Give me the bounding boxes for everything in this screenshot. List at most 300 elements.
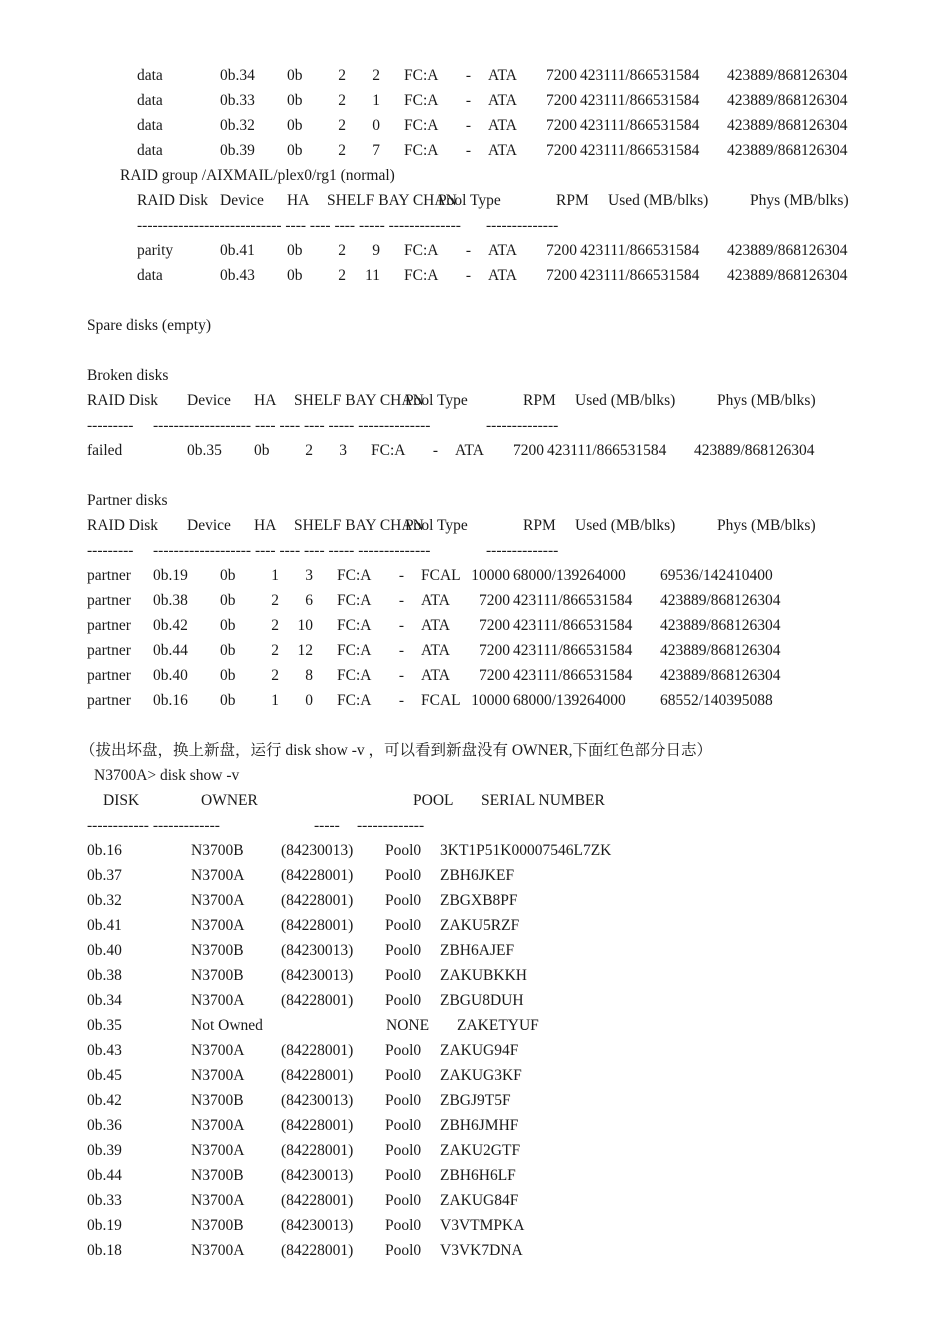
cell-owner: N3700A bbox=[191, 1067, 245, 1084]
cell-phys: 69536/142410400 bbox=[660, 567, 773, 584]
cell-bay: 3 bbox=[339, 442, 347, 459]
cell-owner: N3700B bbox=[191, 942, 244, 959]
cell-rpm: 7200 bbox=[546, 142, 577, 159]
cell-phys: 423889/868126304 bbox=[660, 617, 781, 634]
separator: -------------- bbox=[486, 217, 559, 234]
cell-disk: data bbox=[137, 67, 163, 84]
cell-bay: 0 bbox=[372, 117, 380, 134]
cell-pool: - bbox=[398, 617, 404, 634]
cell-serial: ZAKETYUF bbox=[457, 1017, 539, 1034]
separator: ----- bbox=[314, 817, 340, 834]
cell-used: 423111/866531584 bbox=[513, 592, 633, 609]
col-shelf-bay-chan: SHELF BAY CHAN bbox=[327, 192, 457, 209]
cell-disk: data bbox=[137, 267, 163, 284]
cell-owner-id: (84230013) bbox=[281, 1092, 354, 1109]
separator: ------------ ------------- bbox=[87, 817, 220, 834]
cell-ha: 0b bbox=[220, 667, 236, 684]
cell-device: 0b.43 bbox=[220, 267, 255, 284]
cell-device: 0b.16 bbox=[153, 692, 188, 709]
cell-owner-id: (84230013) bbox=[281, 942, 354, 959]
note-text: （拔出坏盘，换上新盘，运行 disk show -v ，可以看到新盘没有 OWNER,下面红色部分日志） bbox=[80, 742, 713, 759]
cell-serial: ZBGU8DUH bbox=[440, 992, 524, 1009]
cell-serial: ZBH6JKEF bbox=[440, 867, 515, 884]
cell-owner-id: (84228001) bbox=[281, 1117, 354, 1134]
cell-shelf: 2 bbox=[338, 67, 346, 84]
cell-owner: Not Owned bbox=[191, 1017, 263, 1034]
cell-owner-id: (84230013) bbox=[281, 842, 354, 859]
cell-phys: 423889/868126304 bbox=[660, 667, 781, 684]
cell-ha: 0b bbox=[220, 567, 236, 584]
disk-show-row bbox=[0, 1138, 950, 1163]
col-rpm: RPM bbox=[523, 392, 556, 409]
raid-row bbox=[0, 138, 950, 163]
col-disk: DISK bbox=[103, 792, 140, 809]
cell-rpm: 7200 bbox=[546, 67, 577, 84]
cell-pool: NONE bbox=[386, 1017, 430, 1034]
cell-disk: 0b.19 bbox=[87, 1217, 122, 1234]
disk-show-row bbox=[0, 1013, 950, 1038]
col-used: Used (MB/blks) bbox=[575, 392, 676, 409]
broken-disks-title bbox=[0, 363, 950, 388]
cell-owner-id: (84228001) bbox=[281, 992, 354, 1009]
cell-shelf: 2 bbox=[271, 617, 279, 634]
col-raid-disk: RAID Disk bbox=[87, 392, 159, 409]
separator: -------------- bbox=[486, 542, 559, 559]
cell-disk: partner bbox=[87, 642, 131, 659]
cell-disk: 0b.18 bbox=[87, 1242, 122, 1259]
cell-chan: FC:A bbox=[404, 267, 439, 284]
cell-ha: 0b bbox=[220, 617, 236, 634]
cell-used: 423111/866531584 bbox=[580, 267, 700, 284]
disk-show-row bbox=[0, 1113, 950, 1138]
cell-used: 423111/866531584 bbox=[580, 142, 700, 159]
cell-shelf: 2 bbox=[338, 267, 346, 284]
disk-show-row bbox=[0, 1188, 950, 1213]
cell-used: 423111/866531584 bbox=[547, 442, 667, 459]
cell-owner: N3700A bbox=[191, 1042, 245, 1059]
cell-bay: 11 bbox=[365, 267, 380, 284]
cell-disk: 0b.39 bbox=[87, 1142, 122, 1159]
raid-group-title bbox=[0, 163, 950, 188]
cell-type: FCAL bbox=[421, 692, 461, 709]
col-ha: HA bbox=[287, 192, 310, 209]
disk-show-row bbox=[0, 988, 950, 1013]
cell-owner: N3700B bbox=[191, 1167, 244, 1184]
cell-bay: 2 bbox=[372, 67, 380, 84]
cell-device: 0b.41 bbox=[220, 242, 255, 259]
cell-ha: 0b bbox=[220, 592, 236, 609]
disk-show-row bbox=[0, 963, 950, 988]
cell-owner: N3700A bbox=[191, 1192, 245, 1209]
cell-phys: 423889/868126304 bbox=[727, 142, 848, 159]
raid-row bbox=[0, 88, 950, 113]
cell-pool: - bbox=[398, 567, 404, 584]
col-shelf-bay-chan: SHELF BAY CHAN bbox=[294, 392, 424, 409]
cell-ha: 0b bbox=[287, 267, 303, 284]
cell-device: 0b.40 bbox=[153, 667, 188, 684]
col-phys: Phys (MB/blks) bbox=[750, 192, 849, 209]
cell-owner-id: (84228001) bbox=[281, 892, 354, 909]
cell-bay: 3 bbox=[305, 567, 313, 584]
cell-pool: Pool0 bbox=[385, 892, 422, 909]
cell-owner-id: (84228001) bbox=[281, 917, 354, 934]
cell-ha: 0b bbox=[220, 692, 236, 709]
cell-bay: 12 bbox=[297, 642, 313, 659]
cell-pool: - bbox=[398, 667, 404, 684]
cell-rpm: 7200 bbox=[479, 667, 510, 684]
col-ha: HA bbox=[254, 392, 277, 409]
separator: ---------------------------- ---- ---- ---- ----- -------------- bbox=[137, 217, 461, 234]
cell-serial: ZBGJ9T5F bbox=[440, 1092, 511, 1109]
cell-disk: 0b.37 bbox=[87, 867, 122, 884]
cell-bay: 1 bbox=[372, 92, 380, 109]
cell-pool: Pool0 bbox=[385, 1042, 422, 1059]
partner-row bbox=[0, 563, 950, 588]
col-pool-type: Pool Type bbox=[405, 392, 468, 409]
partner-disks-title bbox=[0, 488, 950, 513]
cell-phys: 68552/140395088 bbox=[660, 692, 773, 709]
spare-disks-title bbox=[0, 313, 950, 338]
cell-chan: FC:A bbox=[404, 92, 439, 109]
cell-type: ATA bbox=[421, 667, 450, 684]
cell-pool: Pool0 bbox=[385, 1142, 422, 1159]
command-line-text: N3700A> disk show -v bbox=[94, 767, 240, 784]
cell-shelf: 2 bbox=[271, 667, 279, 684]
cell-ha: 0b bbox=[287, 67, 303, 84]
cell-shelf: 2 bbox=[338, 117, 346, 134]
cell-chan: FC:A bbox=[337, 642, 372, 659]
cell-disk: 0b.44 bbox=[87, 1167, 122, 1184]
cell-device: 0b.35 bbox=[187, 442, 222, 459]
partner-separator bbox=[0, 538, 950, 563]
cell-device: 0b.33 bbox=[220, 92, 255, 109]
col-raid-disk: RAID Disk bbox=[87, 517, 159, 534]
cell-rpm: 7200 bbox=[546, 117, 577, 134]
cell-serial: ZAKUG84F bbox=[440, 1192, 519, 1209]
cell-pool: Pool0 bbox=[385, 867, 422, 884]
col-used: Used (MB/blks) bbox=[608, 192, 709, 209]
cell-ha: 0b bbox=[254, 442, 270, 459]
cell-type: ATA bbox=[488, 142, 517, 159]
cell-disk: 0b.40 bbox=[87, 942, 122, 959]
cell-ha: 0b bbox=[220, 642, 236, 659]
cell-owner: N3700B bbox=[191, 967, 244, 984]
cell-disk: 0b.33 bbox=[87, 1192, 122, 1209]
cell-ha: 0b bbox=[287, 142, 303, 159]
cell-type: ATA bbox=[421, 617, 450, 634]
separator: --------- bbox=[87, 542, 134, 559]
cell-owner: N3700B bbox=[191, 1217, 244, 1234]
cell-rpm: 7200 bbox=[546, 92, 577, 109]
rg1-header bbox=[0, 188, 950, 213]
cell-serial: ZBH6H6LF bbox=[440, 1167, 516, 1184]
cell-shelf: 2 bbox=[271, 642, 279, 659]
col-pool-type: Pool Type bbox=[438, 192, 501, 209]
cell-pool: - bbox=[398, 592, 404, 609]
cell-device: 0b.19 bbox=[153, 567, 188, 584]
cell-rpm: 10000 bbox=[471, 692, 510, 709]
cell-device: 0b.34 bbox=[220, 67, 255, 84]
cell-pool: Pool0 bbox=[385, 1167, 422, 1184]
cell-phys: 423889/868126304 bbox=[694, 442, 815, 459]
cell-phys: 423889/868126304 bbox=[660, 642, 781, 659]
partner-row bbox=[0, 638, 950, 663]
cell-type: ATA bbox=[488, 267, 517, 284]
cell-serial: V3VK7DNA bbox=[440, 1242, 523, 1259]
cell-owner-id: (84228001) bbox=[281, 1067, 354, 1084]
cell-pool: Pool0 bbox=[385, 967, 422, 984]
rg1-separator bbox=[0, 213, 950, 238]
broken-row bbox=[0, 438, 950, 463]
cell-disk: data bbox=[137, 142, 163, 159]
note bbox=[0, 738, 950, 763]
cell-serial: ZBGXB8PF bbox=[440, 892, 518, 909]
cell-chan: FC:A bbox=[337, 592, 372, 609]
cell-owner: N3700A bbox=[191, 917, 245, 934]
disk-show-row bbox=[0, 1088, 950, 1113]
cell-disk: 0b.16 bbox=[87, 842, 122, 859]
col-phys: Phys (MB/blks) bbox=[717, 392, 816, 409]
cell-type: ATA bbox=[455, 442, 484, 459]
cell-ha: 0b bbox=[287, 242, 303, 259]
partner-row bbox=[0, 613, 950, 638]
cell-phys: 423889/868126304 bbox=[727, 117, 848, 134]
col-used: Used (MB/blks) bbox=[575, 517, 676, 534]
cell-used: 423111/866531584 bbox=[580, 67, 700, 84]
disk-show-row bbox=[0, 1238, 950, 1263]
disk-show-row bbox=[0, 888, 950, 913]
col-phys: Phys (MB/blks) bbox=[717, 517, 816, 534]
partner-row bbox=[0, 588, 950, 613]
cell-used: 423111/866531584 bbox=[513, 617, 633, 634]
cell-rpm: 10000 bbox=[471, 567, 510, 584]
cell-bay: 6 bbox=[305, 592, 313, 609]
cell-owner-id: (84228001) bbox=[281, 1192, 354, 1209]
cell-disk: 0b.41 bbox=[87, 917, 122, 934]
cell-serial: ZAKUBKKH bbox=[440, 967, 527, 984]
disk-show-row bbox=[0, 938, 950, 963]
cell-phys: 423889/868126304 bbox=[727, 67, 848, 84]
col-shelf-bay-chan: SHELF BAY CHAN bbox=[294, 517, 424, 534]
cell-device: 0b.44 bbox=[153, 642, 188, 659]
cell-pool: Pool0 bbox=[385, 992, 422, 1009]
cell-used: 423111/866531584 bbox=[580, 242, 700, 259]
cell-pool: Pool0 bbox=[385, 917, 422, 934]
cell-owner: N3700A bbox=[191, 992, 245, 1009]
cell-owner-id: (84228001) bbox=[281, 1042, 354, 1059]
disk-show-row bbox=[0, 1063, 950, 1088]
cell-bay: 7 bbox=[372, 142, 380, 159]
cell-used: 423111/866531584 bbox=[580, 117, 700, 134]
cell-owner: N3700A bbox=[191, 1117, 245, 1134]
cell-used: 68000/139264000 bbox=[513, 567, 626, 584]
cell-pool: - bbox=[465, 267, 471, 284]
cell-serial: ZAKU5RZF bbox=[440, 917, 520, 934]
disk-show-row bbox=[0, 1213, 950, 1238]
separator: ------------------- ---- ---- ---- ----- -------------- bbox=[153, 417, 431, 434]
disk-show-row bbox=[0, 863, 950, 888]
cell-bay: 10 bbox=[297, 617, 313, 634]
cell-chan: FC:A bbox=[404, 67, 439, 84]
spare-disks-title-text: Spare disks (empty) bbox=[87, 317, 211, 334]
cell-ha: 0b bbox=[287, 117, 303, 134]
cell-phys: 423889/868126304 bbox=[727, 92, 848, 109]
cell-pool: - bbox=[465, 117, 471, 134]
disk-show-row bbox=[0, 1163, 950, 1188]
cell-type: ATA bbox=[421, 592, 450, 609]
raid-row bbox=[0, 113, 950, 138]
separator: ------------------- ---- ---- ---- ----- -------------- bbox=[153, 542, 431, 559]
partner-row bbox=[0, 663, 950, 688]
cell-rpm: 7200 bbox=[479, 592, 510, 609]
disk-show-row bbox=[0, 838, 950, 863]
cell-chan: FC:A bbox=[404, 242, 439, 259]
cell-shelf: 2 bbox=[338, 92, 346, 109]
col-raid-disk: RAID Disk bbox=[137, 192, 209, 209]
col-pool: POOL bbox=[413, 792, 454, 809]
cell-disk: 0b.35 bbox=[87, 1017, 122, 1034]
cell-disk: partner bbox=[87, 617, 131, 634]
cell-disk: 0b.42 bbox=[87, 1092, 122, 1109]
partner-disks-title-text: Partner disks bbox=[87, 492, 168, 509]
cell-used: 423111/866531584 bbox=[513, 642, 633, 659]
cell-shelf: 2 bbox=[338, 242, 346, 259]
cell-pool: Pool0 bbox=[385, 1067, 422, 1084]
disk-show-row bbox=[0, 913, 950, 938]
cell-used: 68000/139264000 bbox=[513, 692, 626, 709]
cell-pool: - bbox=[432, 442, 438, 459]
cell-bay: 9 bbox=[372, 242, 380, 259]
cell-owner: N3700A bbox=[191, 1242, 245, 1259]
raid-row bbox=[0, 263, 950, 288]
disk-show-header bbox=[0, 788, 950, 813]
cell-chan: FC:A bbox=[337, 692, 372, 709]
cell-serial: V3VTMPKA bbox=[440, 1217, 525, 1234]
cell-chan: FC:A bbox=[371, 442, 406, 459]
cell-disk: 0b.32 bbox=[87, 892, 122, 909]
broken-header bbox=[0, 388, 950, 413]
cell-device: 0b.38 bbox=[153, 592, 188, 609]
col-device: Device bbox=[187, 517, 231, 534]
cell-shelf: 2 bbox=[305, 442, 313, 459]
cell-pool: Pool0 bbox=[385, 1192, 422, 1209]
separator: -------------- bbox=[486, 417, 559, 434]
col-owner: OWNER bbox=[201, 792, 258, 809]
cell-disk: failed bbox=[87, 442, 123, 459]
cell-chan: FC:A bbox=[404, 142, 439, 159]
partner-header bbox=[0, 513, 950, 538]
cell-disk: 0b.45 bbox=[87, 1067, 122, 1084]
cell-owner-id: (84228001) bbox=[281, 1142, 354, 1159]
cell-pool: - bbox=[465, 142, 471, 159]
cell-shelf: 1 bbox=[271, 567, 279, 584]
cell-rpm: 7200 bbox=[546, 242, 577, 259]
cell-rpm: 7200 bbox=[479, 617, 510, 634]
col-device: Device bbox=[220, 192, 264, 209]
cell-pool: Pool0 bbox=[385, 1242, 422, 1259]
cell-pool: Pool0 bbox=[385, 1092, 422, 1109]
cell-pool: - bbox=[465, 242, 471, 259]
cell-disk: 0b.36 bbox=[87, 1117, 122, 1134]
cell-disk: partner bbox=[87, 592, 131, 609]
cell-device: 0b.32 bbox=[220, 117, 255, 134]
cell-pool: Pool0 bbox=[385, 1117, 422, 1134]
cell-chan: FC:A bbox=[337, 567, 372, 584]
cell-owner-id: (84230013) bbox=[281, 967, 354, 984]
cell-bay: 0 bbox=[305, 692, 313, 709]
cell-owner: N3700B bbox=[191, 842, 244, 859]
cell-disk: data bbox=[137, 92, 163, 109]
cell-shelf: 1 bbox=[271, 692, 279, 709]
cell-device: 0b.42 bbox=[153, 617, 188, 634]
broken-disks-title-text: Broken disks bbox=[87, 367, 169, 384]
disk-show-separator bbox=[0, 813, 950, 838]
cell-rpm: 7200 bbox=[546, 267, 577, 284]
col-rpm: RPM bbox=[523, 517, 556, 534]
cell-chan: FC:A bbox=[337, 617, 372, 634]
col-device: Device bbox=[187, 392, 231, 409]
raid-row bbox=[0, 238, 950, 263]
cell-used: 423111/866531584 bbox=[580, 92, 700, 109]
cell-owner-id: (84228001) bbox=[281, 867, 354, 884]
cell-phys: 423889/868126304 bbox=[660, 592, 781, 609]
cell-owner: N3700A bbox=[191, 867, 245, 884]
separator: --------- bbox=[87, 417, 134, 434]
cell-rpm: 7200 bbox=[513, 442, 544, 459]
cell-serial: ZAKUG3KF bbox=[440, 1067, 522, 1084]
cell-disk: 0b.38 bbox=[87, 967, 122, 984]
cell-type: ATA bbox=[421, 642, 450, 659]
cell-owner: N3700A bbox=[191, 892, 245, 909]
cell-serial: 3KT1P51K00007546L7ZK bbox=[440, 842, 612, 859]
cell-phys: 423889/868126304 bbox=[727, 267, 848, 284]
raid-group-title-text: RAID group /AIXMAIL/plex0/rg1 (normal) bbox=[120, 167, 395, 184]
cell-serial: ZBH6JMHF bbox=[440, 1117, 519, 1134]
cell-serial: ZAKU2GTF bbox=[440, 1142, 521, 1159]
cell-disk: partner bbox=[87, 692, 131, 709]
cell-owner: N3700A bbox=[191, 1142, 245, 1159]
broken-separator bbox=[0, 413, 950, 438]
cell-disk: data bbox=[137, 117, 163, 134]
cell-pool: Pool0 bbox=[385, 942, 422, 959]
cell-disk: partner bbox=[87, 567, 131, 584]
cell-rpm: 7200 bbox=[479, 642, 510, 659]
cell-used: 423111/866531584 bbox=[513, 667, 633, 684]
col-serial: SERIAL NUMBER bbox=[481, 792, 605, 809]
cell-pool: - bbox=[398, 642, 404, 659]
cell-bay: 8 bbox=[305, 667, 313, 684]
cell-pool: - bbox=[465, 92, 471, 109]
cell-type: ATA bbox=[488, 242, 517, 259]
cell-disk: 0b.43 bbox=[87, 1042, 122, 1059]
cell-type: ATA bbox=[488, 117, 517, 134]
cell-shelf: 2 bbox=[271, 592, 279, 609]
cell-ha: 0b bbox=[287, 92, 303, 109]
cell-chan: FC:A bbox=[337, 667, 372, 684]
cell-owner: N3700B bbox=[191, 1092, 244, 1109]
cell-disk: parity bbox=[137, 242, 174, 259]
cell-pool: Pool0 bbox=[385, 842, 422, 859]
cell-serial: ZBH6AJEF bbox=[440, 942, 515, 959]
cell-serial: ZAKUG94F bbox=[440, 1042, 519, 1059]
cell-disk: 0b.34 bbox=[87, 992, 122, 1009]
raid-row bbox=[0, 63, 950, 88]
col-pool-type: Pool Type bbox=[405, 517, 468, 534]
cell-pool: Pool0 bbox=[385, 1217, 422, 1234]
cell-shelf: 2 bbox=[338, 142, 346, 159]
cell-device: 0b.39 bbox=[220, 142, 255, 159]
separator: ------------- bbox=[357, 817, 425, 834]
